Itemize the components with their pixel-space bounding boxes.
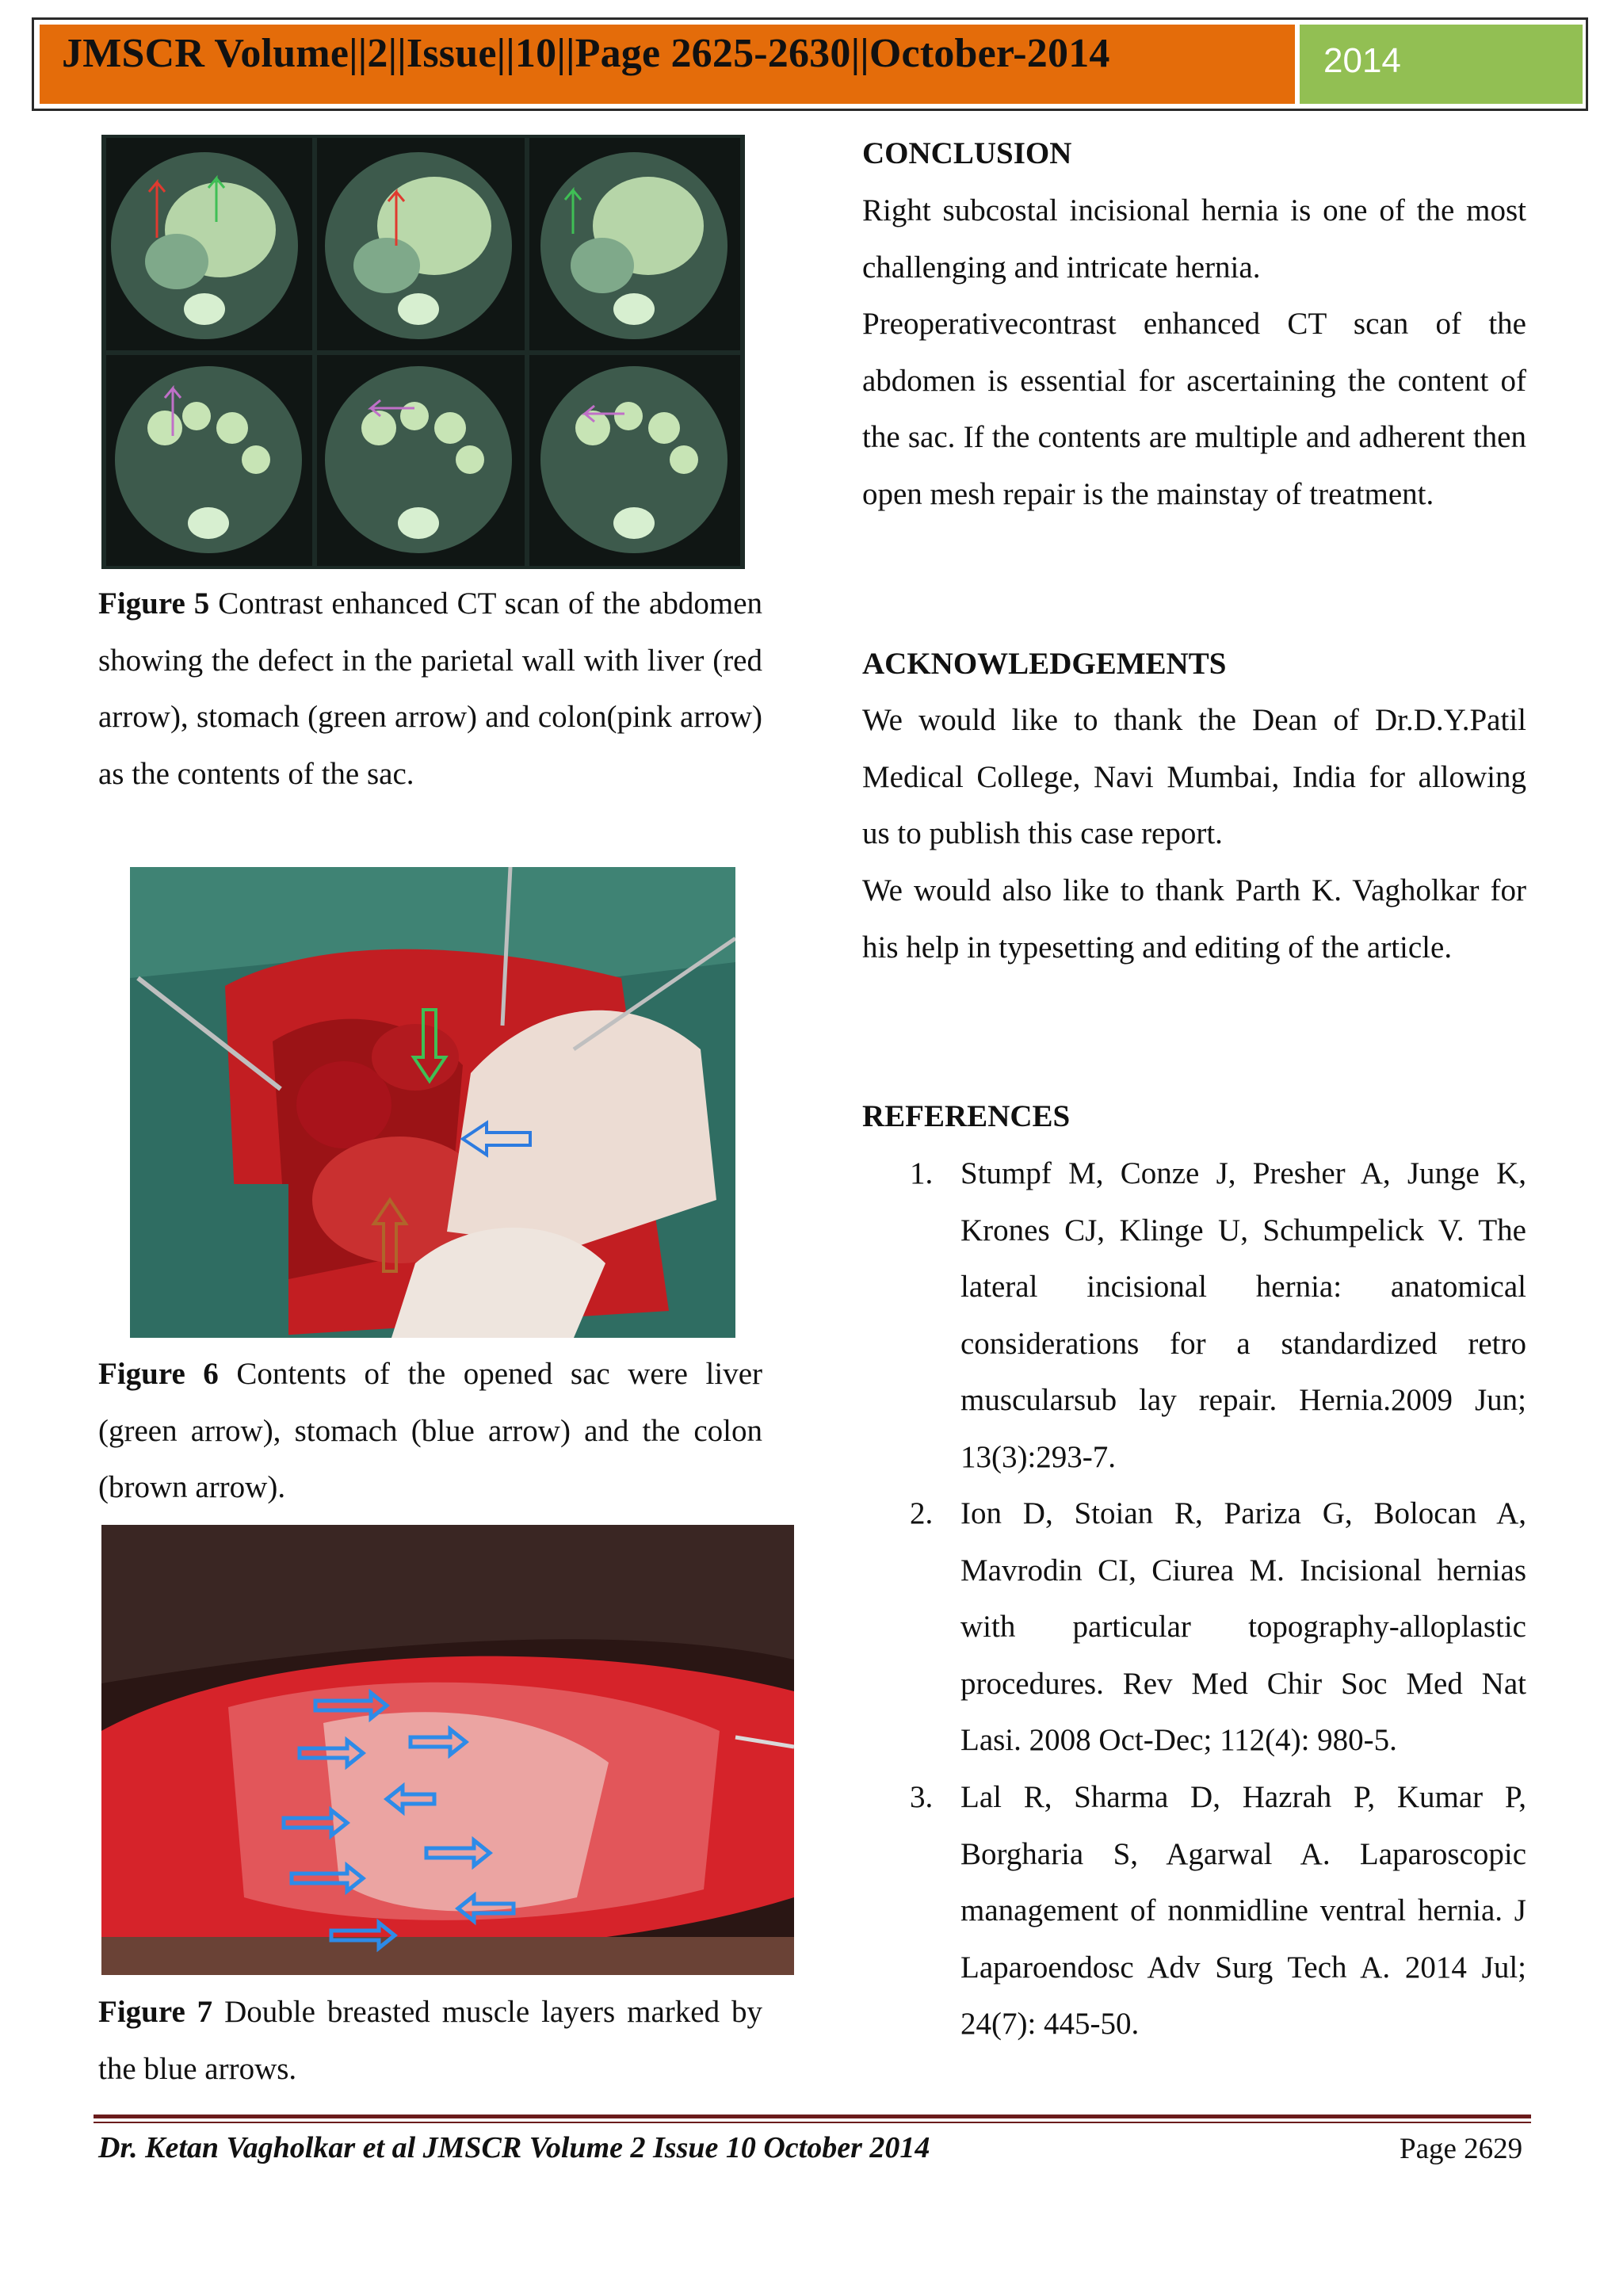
figure-7-caption-text: Double breasted muscle layers marked by the blue arrows. (98, 1995, 762, 2086)
conclusion-paragraph-1: Right subcostal incisional hernia is one of the most challenging and intricate hernia. (862, 193, 1526, 285)
acknowledgements-paragraph-2: We would also like to thank Parth K. Vagholkar for his help in typesetting and editing of the article. (862, 873, 1526, 965)
figure-6-caption (98, 1346, 762, 1516)
figure-7-surgical-image (101, 1525, 794, 1975)
footer-rule (94, 2115, 1531, 2118)
footer-citation: Dr. Ketan Vagholkar et al JMSCR Volume 2 Issue 10 October 2014 (98, 2131, 930, 2164)
reference-1-text: Stumpf M, Conze J, Presher A, Junge K, Krones CJ, Klinge U, Schumpelick V. The lateral incisional hernia: anatomical considerations for a standardized retro muscularsub lay repair. Hernia.2009 Jun; 13(3):293-7. (960, 1156, 1526, 1474)
page-number: Page 2629 (1400, 2133, 1523, 2165)
references-heading: REFERENCES (862, 1099, 1071, 1133)
reference-3-text: Lal R, Sharma D, Hazrah P, Kumar P, Borgharia S, Agarwal A. Laparoscopic management of nonmidline ventral hernia. J Laparoendosc Adv Surg Tech A. 2014 Jul; 24(7): 445-50. (960, 1780, 1526, 2041)
figure-6-surgical-image (130, 867, 735, 1338)
figure-7-label: Figure 7 (98, 1995, 213, 2029)
reference-2-text: Ion D, Stoian R, Pariza G, Bolocan A, Mavrodin CI, Ciurea M. Incisional hernias with particular topography-alloplastic procedures. Rev Med Chir Soc Med Nat Lasi. 2008 Oct-Dec; 112(4): 980-5. (960, 1496, 1526, 1757)
reference-1-number: 1. (910, 1156, 934, 1190)
reference-2-number: 2. (910, 1496, 934, 1530)
figure-5-caption (98, 575, 762, 802)
reference-3-number: 3. (910, 1780, 934, 1814)
figure-5-label: Figure 5 (98, 586, 210, 621)
acknowledgements-heading: ACKNOWLEDGEMENTS (862, 647, 1227, 681)
footer-rule-thin (94, 2122, 1531, 2123)
figure-7-caption (98, 1984, 762, 2097)
figure-5-ct-scan-image (101, 135, 745, 569)
header-year: 2014 (1323, 41, 1401, 80)
conclusion-paragraph-2: Preoperativecontrast enhanced CT scan of the abdomen is essential for ascertaining the content of the sac. If the contents are multiple and adherent then open mesh repair is the mainstay of treatment. (862, 307, 1526, 511)
figure-6-caption-text: Contents of the opened sac were liver (green arrow), stomach (blue arrow) and the colon (brown arrow). (98, 1357, 762, 1504)
acknowledgements-paragraph-1: We would like to thank the Dean of Dr.D.Y.Patil Medical College, Navi Mumbai, India for allowing us to publish this case report. (862, 703, 1526, 850)
figure-6-label: Figure 6 (98, 1357, 219, 1391)
journal-title: JMSCR Volume||2||Issue||10||Page 2625-2630||October-2014 (62, 31, 1110, 76)
conclusion-heading: CONCLUSION (862, 136, 1072, 170)
figure-5-caption-text: Contrast enhanced CT scan of the abdomen showing the defect in the parietal wall with liver (red arrow), stomach (green arrow) and colon(pink arrow) as the contents of the sac. (98, 586, 763, 791)
